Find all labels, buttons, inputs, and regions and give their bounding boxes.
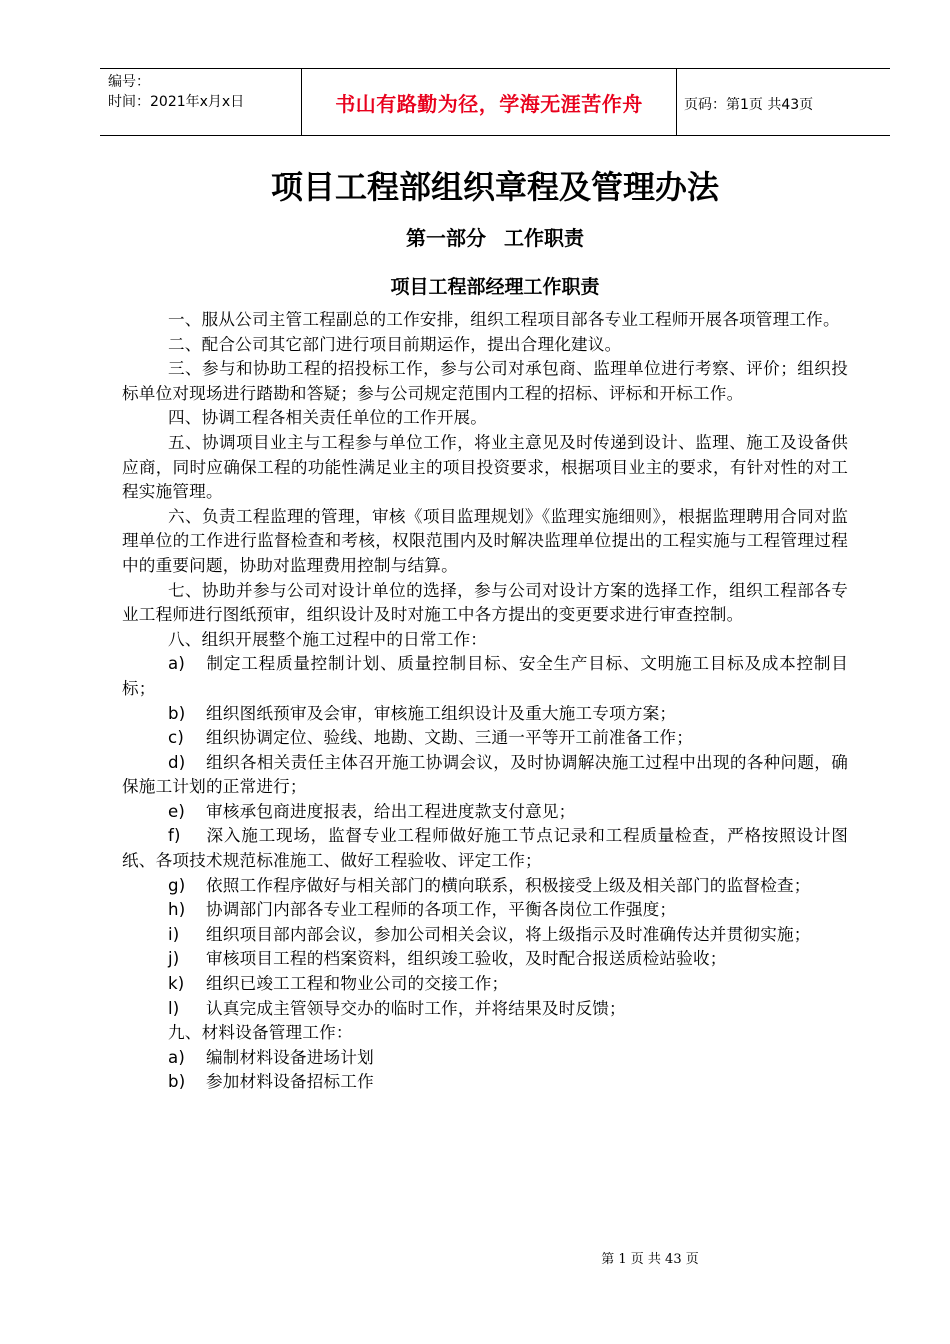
- list-item: [122, 652, 848, 701]
- part-name: 工作职责: [504, 226, 584, 250]
- list-text: 深入施工现场，监督专业工程师做好施工节点记录和工程质量检查，严格按照设计图纸、各项技术规范标准施工、做好工程验收、评定工作；: [122, 826, 848, 871]
- page-footer: 第 1 页 共 43 页: [601, 1252, 699, 1267]
- list-item: [122, 824, 848, 873]
- paragraph-1: 一、服从公司主管工程副总的工作安排，组织工程项目部各专业工程师开展各项管理工作。: [168, 310, 840, 329]
- paragraph-8: 八、组织开展整个施工过程中的日常工作：: [168, 629, 488, 649]
- list-text: 审核承包商进度报表，给出工程进度款支付意见；: [206, 801, 576, 821]
- paragraph-6: 六、负责工程监理的管理，审核《项目监理规划》《监理实施细则》，根据监理聘用合同对监理单位的工作进行监督检查和考核，权限范围内及时解决监理单位提出的工程实施与工程管理过程中的重要问题，协助对监理费用控制与结算。: [122, 506, 848, 575]
- list-text: 组织图纸预审及会审，审核施工组织设计及重大施工专项方案；: [206, 703, 677, 723]
- list-item: [122, 726, 848, 751]
- document-body: [122, 308, 848, 1095]
- document-time-label: 时间：2021年x月x日: [108, 94, 245, 110]
- document-number-label: 编号：: [108, 74, 150, 90]
- list-item: [122, 1070, 848, 1095]
- list-marker: b): [168, 1072, 186, 1092]
- list-marker: l): [168, 998, 180, 1018]
- list-text: 依照工作程序做好与相关部门的横向联系，积极接受上级及相关部门的监督检查；: [206, 875, 811, 895]
- list-marker: d): [168, 752, 186, 772]
- list-text: 认真完成主管领导交办的临时工作，并将结果及时反馈；: [206, 998, 626, 1018]
- paragraph-5: 五、协调项目业主与工程参与单位工作，将业主意见及时传递到设计、监理、施工及设备供应商，同时应确保工程的功能性满足业主的项目投资要求，根据项目业主的要求，有针对性的对工程实施管理。: [122, 432, 848, 502]
- section-heading: 项目工程部经理工作职责: [390, 276, 600, 298]
- list-marker: h): [168, 900, 186, 920]
- list-marker: f): [168, 826, 181, 846]
- header-motto: 书山有路勤为径，学海无涯苦作舟: [335, 92, 643, 116]
- part-number: 第一部分: [406, 226, 486, 250]
- list-item: [122, 702, 848, 727]
- list-text: 组织协调定位、验线、地勘、文勘、三通一平等开工前准备工作；: [206, 728, 694, 748]
- list-text: 制定工程质量控制计划、质量控制目标、安全生产目标、文明施工目标及成本控制目标；: [122, 654, 848, 698]
- list-marker: a): [168, 1047, 186, 1067]
- paragraph-3: 三、参与和协助工程的招投标工作，参与公司对承包商、监理单位进行考察、评价；组织投标单位对现场进行踏勘和答疑；参与公司规定范围内工程的招标、评标和开标工作。: [122, 359, 848, 403]
- list-marker: e): [168, 801, 186, 821]
- list-item: [122, 1046, 848, 1071]
- list-marker: j): [168, 949, 180, 969]
- list-text: 组织已竣工工程和物业公司的交接工作；: [206, 974, 509, 994]
- list-item: [122, 972, 848, 997]
- list-text: 协调部门内部各专业工程师的各项工作，平衡各岗位工作强度；: [206, 900, 677, 920]
- header-meta: [108, 72, 244, 112]
- list-text: 组织项目部内部会议，参加公司相关会议，将上级指示及时准确传达并贯彻实施；: [206, 924, 811, 944]
- list-marker: g): [168, 875, 186, 895]
- header-divider-2: [676, 68, 677, 136]
- paragraph-7: 七、协助并参与公司对设计单位的选择，参与公司对设计方案的选择工作，组织工程部各专业工程师进行图纸预审，组织设计及时对施工中各方提出的变更要求进行审查控制。: [122, 580, 848, 625]
- list-text: 参加材料设备招标工作: [206, 1072, 374, 1092]
- document-title: 项目工程部组织章程及管理办法: [270, 168, 719, 206]
- paragraph-4: 四、协调工程各相关责任单位的工作开展。: [168, 408, 488, 428]
- list-item: [122, 997, 848, 1022]
- paragraph-9: 九、材料设备管理工作：: [168, 1023, 353, 1043]
- list-marker: i): [168, 924, 180, 944]
- list-marker: a): [168, 654, 186, 674]
- header-page-info: 页码：第1页 共43页: [684, 97, 814, 113]
- list-text: 组织各相关责任主体召开施工协调会议，及时协调解决施工过程中出现的各种问题，确保施工计划的正常进行；: [122, 752, 848, 797]
- part-heading: [0, 222, 950, 251]
- list-marker: c): [168, 728, 184, 748]
- list-marker: k): [168, 974, 185, 994]
- list-item: [122, 800, 848, 825]
- header-top-rule: [100, 68, 890, 69]
- list-item: [122, 898, 848, 923]
- header-bottom-rule: [100, 135, 890, 136]
- list-item: [122, 947, 848, 972]
- paragraph-2: 二、配合公司其它部门进行项目前期运作，提出合理化建议。: [168, 334, 622, 354]
- list-item: [122, 874, 848, 899]
- list-item: [122, 751, 848, 800]
- list-text: 审核项目工程的档案资料，组织竣工验收，及时配合报送质检站验收；: [206, 949, 727, 969]
- list-item: [122, 923, 848, 948]
- list-text: 编制材料设备进场计划: [206, 1047, 374, 1067]
- list-marker: b): [168, 703, 186, 723]
